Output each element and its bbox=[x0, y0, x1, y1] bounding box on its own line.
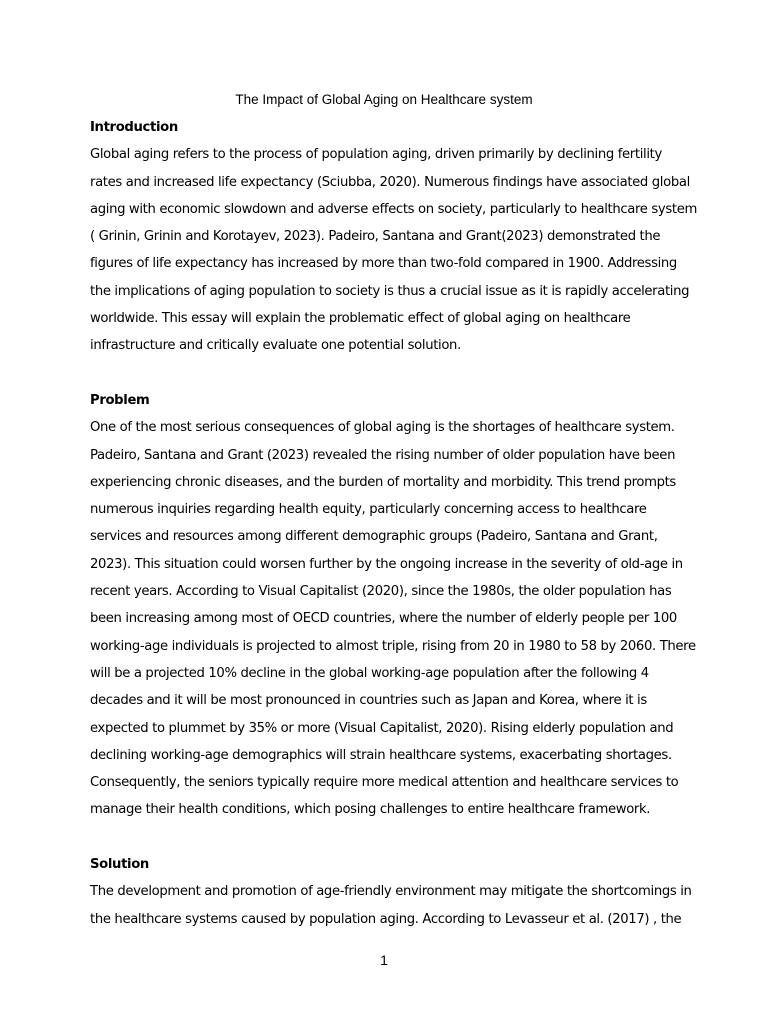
text-line: numerous inquiries regarding health equity, particularly concerning access to healthcare bbox=[90, 502, 647, 518]
text-line: Consequently, the seniors typically require more medical attention and healthcare services to bbox=[90, 775, 679, 791]
text-line: ( Grinin, Grinin and Korotayev, 2023). Padeiro, Santana and Grant(2023) demonstrated the bbox=[90, 229, 661, 245]
page-number: 1 bbox=[380, 952, 388, 968]
text-line: the implications of aging population to society is thus a crucial issue as it is rapidly accelerating bbox=[90, 283, 690, 299]
text-line: figures of life expectancy has increased by more than two-fold compared in 1900. Addressing bbox=[90, 256, 677, 272]
section-heading: Introduction bbox=[90, 120, 178, 135]
text-line: experiencing chronic diseases, and the burden of mortality and morbidity. This trend prompts bbox=[90, 474, 676, 490]
text-line: decades and it will be most pronounced in countries such as Japan and Korea, where it is bbox=[90, 693, 647, 709]
paragraph bbox=[90, 878, 692, 933]
text-line: worldwide. This essay will explain the problematic effect of global aging on healthcare bbox=[90, 311, 631, 327]
paragraph bbox=[90, 141, 697, 359]
text-line: Padeiro, Santana and Grant (2023) revealed the rising number of older population have been bbox=[90, 447, 676, 463]
text-line: One of the most serious consequences of global aging is the shortages of healthcare system. bbox=[90, 420, 675, 436]
text-line: the healthcare systems caused by population aging. According to Levasseur et al. (2017) , the bbox=[90, 911, 682, 927]
paragraph-gap bbox=[90, 360, 680, 387]
section-introduction bbox=[90, 114, 697, 360]
text-line: Global aging refers to the process of population aging, driven primarily by declining fertility bbox=[90, 147, 662, 163]
section-solution bbox=[90, 851, 692, 933]
text-line: The development and promotion of age-friendly environment may mitigate the shortcomings in bbox=[90, 884, 692, 900]
text-line: services and resources among different demographic groups (Padeiro, Santana and Grant, bbox=[90, 529, 658, 545]
text-line: working-age individuals is projected to almost triple, rising from 20 in 1980 to 58 by 2060. There bbox=[90, 638, 696, 654]
text-line: 2023). This situation could worsen further by the ongoing increase in the severity of old-age in bbox=[90, 556, 683, 572]
text-line: infrastructure and critically evaluate one potential solution. bbox=[90, 338, 461, 354]
section-problem bbox=[90, 387, 696, 824]
paragraph bbox=[90, 414, 696, 823]
text-line: rates and increased life expectancy (Sciubba, 2020). Numerous findings have associated global bbox=[90, 174, 690, 190]
text-line: declining working-age demographics will strain healthcare systems, exacerbating shortages. bbox=[90, 747, 672, 763]
section-heading: Solution bbox=[90, 857, 149, 873]
text-line: recent years. According to Visual Capitalist (2020), since the 1980s, the older population has bbox=[90, 584, 672, 600]
text-line: expected to plummet by 35% or more (Visual Capitalist, 2020). Rising elderly population and bbox=[90, 720, 674, 736]
text-line: been increasing among most of OECD countries, where the number of elderly people per 100 bbox=[90, 611, 677, 627]
section-heading: Problem bbox=[90, 392, 150, 408]
document-title: The Impact of Global Aging on Healthcare system bbox=[235, 92, 533, 107]
paragraph-gap bbox=[90, 824, 680, 851]
text-line: manage their health conditions, which posing challenges to entire healthcare framework. bbox=[90, 802, 651, 818]
text-line: aging with economic slowdown and adverse effects on society, particularly to healthcare system bbox=[90, 201, 697, 217]
document-body bbox=[90, 114, 697, 933]
text-line: will be a projected 10% decline in the global working-age population after the following 4 bbox=[90, 665, 649, 681]
